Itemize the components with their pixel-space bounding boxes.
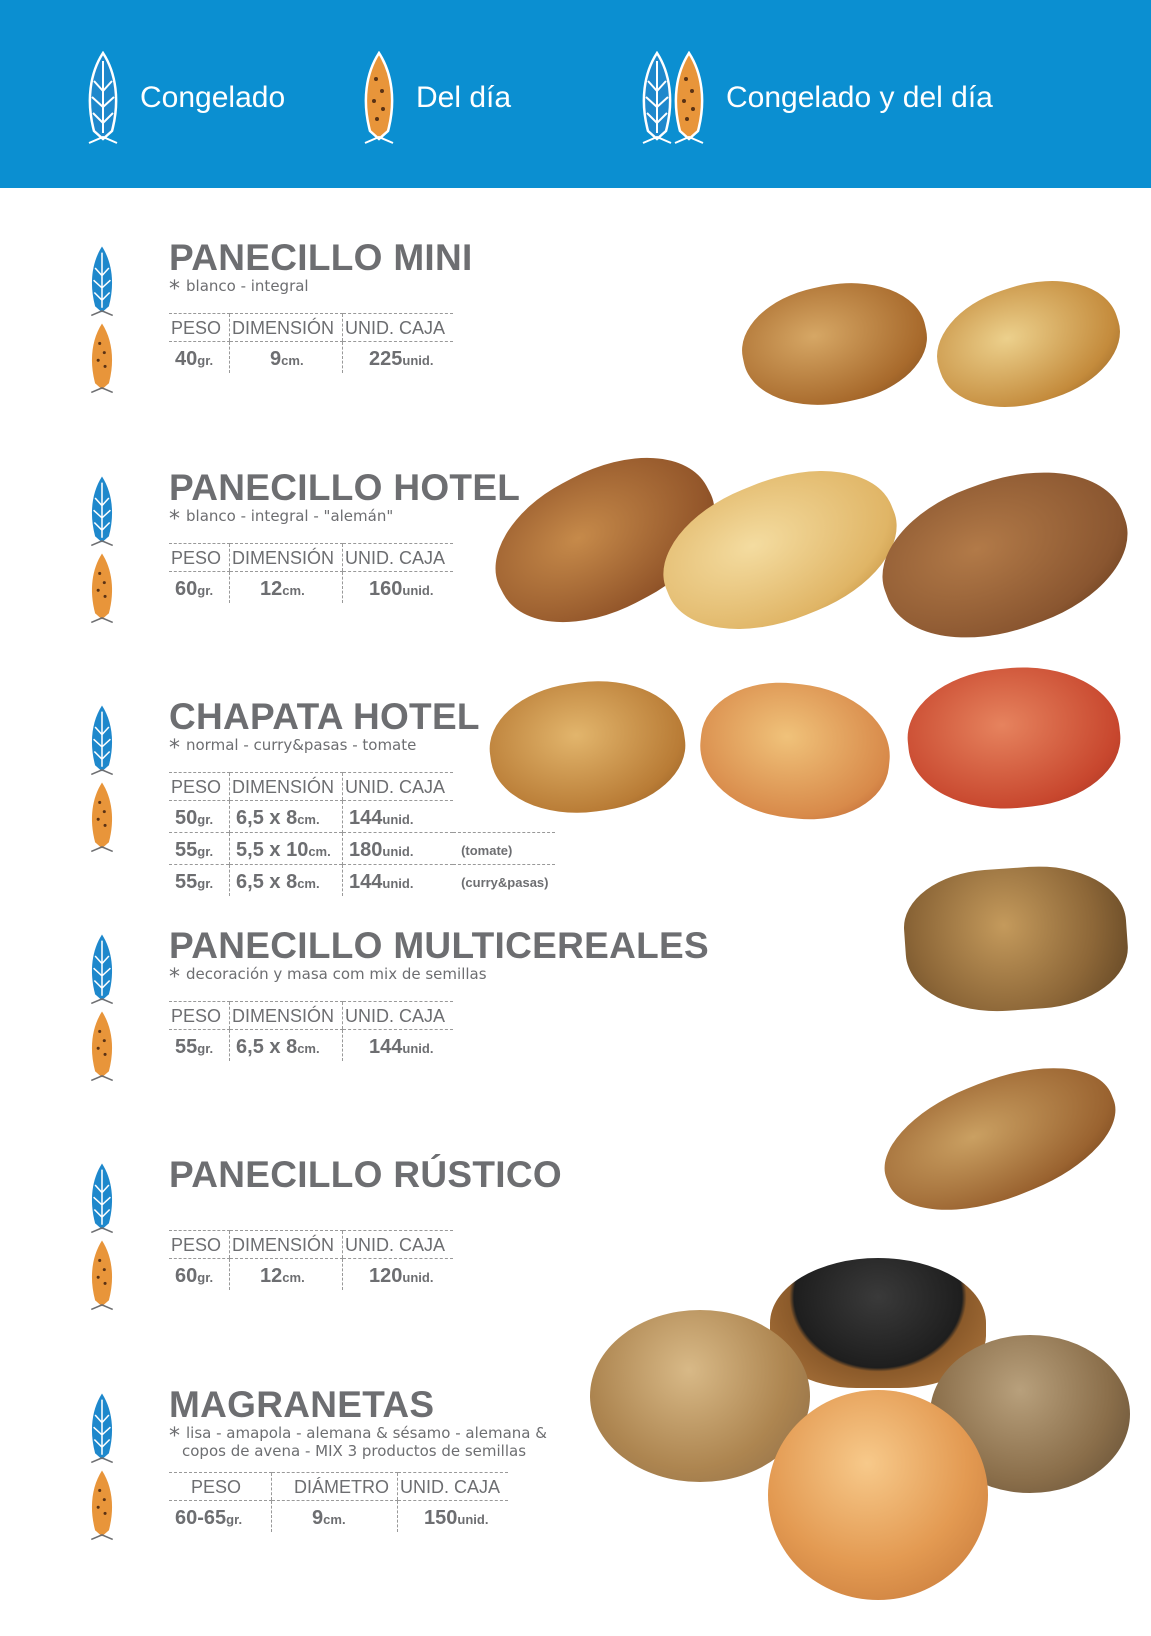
fresh-leaf-icon (88, 322, 116, 394)
bread-photo-chapata-2 (694, 674, 897, 827)
table-row (169, 342, 453, 374)
frozen-leaf-icon (88, 1392, 116, 1464)
frozen-leaf-icon (88, 933, 116, 1005)
col-header: DIMENSIÓN (230, 773, 343, 801)
col-header: PESO (169, 1002, 230, 1030)
product-name: MAGRANETAS (169, 1384, 435, 1425)
frozen-leaf-icon (88, 475, 116, 547)
col-header: UNID. CAJA (343, 1002, 454, 1030)
col-header: UNID. CAJA (343, 544, 454, 572)
dim-cell: 6,5 x 8cm. (230, 1030, 343, 1062)
unid-cell: 160unid. (343, 572, 454, 604)
col-header: DIMENSIÓN (230, 1002, 343, 1030)
frozen-leaf-icon (88, 704, 116, 776)
unid-cell: 120unid. (343, 1259, 454, 1291)
unid-cell: 144unid. (343, 865, 454, 897)
peso-cell: 60gr. (175, 1265, 214, 1287)
availability-icons (88, 1392, 116, 1546)
product-description: * decoración y masa com mix de semillas (169, 965, 487, 990)
fresh-leaf-icon (672, 51, 706, 145)
fresh-leaf-icon (88, 1010, 116, 1082)
row-note: (tomate) (461, 843, 513, 858)
bread-photo-mini-1 (732, 267, 937, 421)
col-header: DIÁMETRO (272, 1473, 398, 1501)
unid-cell: 225unid. (343, 342, 454, 374)
product-name: PANECILLO MULTICEREALES (169, 925, 709, 966)
peso-cell: 60-65gr. (175, 1507, 243, 1529)
bread-photo-magraneta-plain (768, 1390, 988, 1600)
fresh-leaf-icon (88, 1469, 116, 1541)
legend-frozen-label: Congelado (140, 81, 286, 114)
frozen-leaf-icon (640, 51, 674, 145)
bread-photo-hotel-3 (862, 442, 1148, 668)
row-note: (curry&pasas) (461, 875, 549, 890)
frozen-leaf-icon (88, 1162, 116, 1234)
dim-cell: 9cm. (230, 342, 343, 374)
frozen-leaf-icon (86, 51, 120, 145)
bread-photo-rustico (867, 1039, 1134, 1238)
table-row (169, 801, 555, 833)
product-name: PANECILLO RÚSTICO (169, 1154, 562, 1195)
unid-cell: 144unid. (343, 801, 454, 833)
spec-table (169, 1001, 453, 1061)
dim-cell: 9cm. (272, 1501, 398, 1533)
product-name: PANECILLO MINI (169, 237, 473, 278)
spec-table (169, 1472, 508, 1532)
peso-cell: 60gr. (175, 578, 214, 600)
dim-cell: 12cm. (230, 572, 343, 604)
legend-both-label: Congelado y del día (726, 81, 993, 114)
peso-cell: 50gr. (175, 807, 214, 829)
table-row (169, 1030, 453, 1062)
unid-cell: 144unid. (343, 1030, 454, 1062)
product-name: PANECILLO HOTEL (169, 467, 521, 508)
col-header: DIMENSIÓN (230, 1231, 343, 1259)
dim-cell: 5,5 x 10cm. (230, 833, 343, 865)
product-description: * blanco - integral - "alemán" (169, 507, 394, 532)
spec-table (169, 1230, 453, 1290)
availability-icons (88, 1162, 116, 1316)
col-header: DIMENSIÓN (230, 544, 343, 572)
table-row (169, 1259, 453, 1291)
unid-cell: 180unid. (343, 833, 454, 865)
col-header: UNID. CAJA (343, 314, 454, 342)
dim-cell: 6,5 x 8cm. (230, 801, 343, 833)
table-row (169, 572, 453, 604)
availability-icons (88, 245, 116, 399)
product-description-line2: copos de avena - MIX 3 productos de semillas (182, 1442, 527, 1460)
peso-cell: 55gr. (175, 871, 214, 893)
bread-photo-chapata-3 (901, 657, 1126, 818)
table-row (169, 1501, 508, 1533)
table-row (169, 833, 555, 865)
availability-icons (88, 933, 116, 1087)
product-description: * normal - curry&pasas - tomate (169, 736, 417, 761)
table-row (169, 865, 555, 897)
spec-table (169, 313, 453, 373)
dim-cell: 6,5 x 8cm. (230, 865, 343, 897)
col-header: UNID. CAJA (343, 773, 454, 801)
legend-fresh (362, 50, 511, 146)
col-header: PESO (169, 773, 230, 801)
spec-table (169, 543, 453, 603)
fresh-leaf-icon (362, 51, 396, 145)
bread-photo-multicereales (900, 860, 1131, 1017)
peso-cell: 40gr. (175, 348, 214, 370)
peso-cell: 55gr. (175, 839, 214, 861)
product-description: * lisa - amapola - alemana & sésamo - alemana & (169, 1424, 547, 1449)
dim-cell: 12cm. (230, 1259, 343, 1291)
legend-both (640, 50, 993, 146)
fresh-leaf-icon (88, 552, 116, 624)
fresh-leaf-icon (88, 1239, 116, 1311)
col-header: PESO (169, 544, 230, 572)
col-header: PESO (169, 1473, 272, 1501)
legend-frozen (86, 50, 285, 146)
frozen-leaf-icon (88, 245, 116, 317)
col-header: PESO (169, 314, 230, 342)
product-name: CHAPATA HOTEL (169, 696, 480, 737)
availability-icons (88, 704, 116, 858)
col-header: PESO (169, 1231, 230, 1259)
fresh-leaf-icon (88, 781, 116, 853)
col-header: UNID. CAJA (343, 1231, 454, 1259)
unid-cell: 150unid. (398, 1501, 509, 1533)
product-description: * blanco - integral (169, 277, 309, 302)
col-header: DIMENSIÓN (230, 314, 343, 342)
col-header: UNID. CAJA (398, 1473, 509, 1501)
availability-icons (88, 475, 116, 629)
peso-cell: 55gr. (175, 1036, 214, 1058)
bread-photo-mini-2 (922, 259, 1134, 428)
legend-banner (0, 0, 1151, 188)
legend-fresh-label: Del día (416, 81, 512, 114)
spec-table (169, 772, 555, 896)
